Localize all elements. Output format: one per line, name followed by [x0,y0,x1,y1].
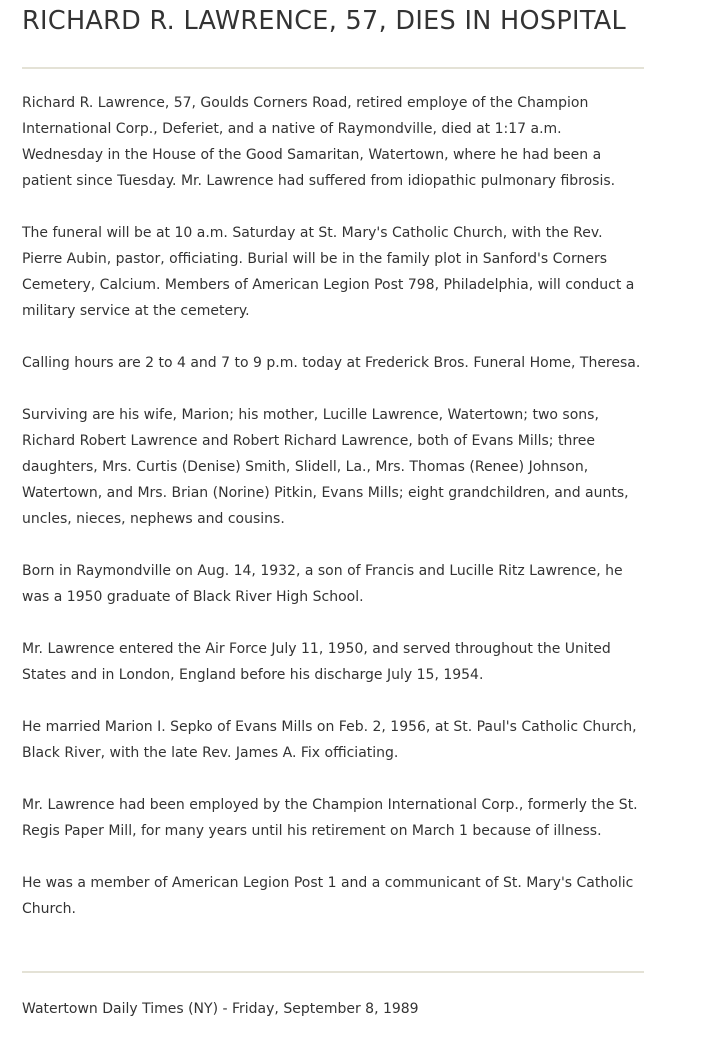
article-paragraph: He married Marion I. Sepko of Evans Mills on Feb. 2, 1956, at St. Paul's Catholic Church, Black River, with the late Rev. James A. Fix officiating. [22,719,637,761]
article-source: Watertown Daily Times (NY) - Friday, September 8, 1989 [22,1001,419,1017]
bottom-divider [22,971,644,973]
top-divider [22,67,644,69]
article-body [22,90,644,948]
article-paragraph: Born in Raymondville on Aug. 14, 1932, a son of Francis and Lucille Ritz Lawrence, he was a 1950 graduate of Black River High School. [22,563,623,605]
article-paragraph: He was a member of American Legion Post 1 and a communicant of St. Mary's Catholic Church. [22,875,634,917]
article-headline: RICHARD R. LAWRENCE, 57, DIES IN HOSPITAL [22,6,627,36]
article-paragraph: Richard R. Lawrence, 57, Goulds Corners Road, retired employe of the Champion International Corp., Deferiet, and a native of Raymondville, died at 1:17 a.m. Wednesday in the House of the Good Samaritan, Watertown, where he had been a patient since Tuesday. Mr. Lawrence had suffered from idiopathic pulmonary fibrosis. [22,95,616,189]
article-paragraph: Surviving are his wife, Marion; his mother, Lucille Lawrence, Watertown; two sons, Richard Robert Lawrence and Robert Richard Lawrence, both of Evans Mills; three daughters, Mrs. Curtis (Denise) Smith, Slidell, La., Mrs. Thomas (Renee) Johnson, Watertown, and Mrs. Brian (Norine) Pitkin, Evans Mills; eight grandchildren, and aunts, uncles, nieces, nephews and cousins. [22,407,629,527]
article-paragraph: Mr. Lawrence had been employed by the Champion International Corp., formerly the St. Regis Paper Mill, for many years until his retirement on March 1 because of illness. [22,797,638,839]
article-paragraph: Mr. Lawrence entered the Air Force July 11, 1950, and served throughout the United States and in London, England before his discharge July 15, 1954. [22,641,611,683]
article-paragraph: Calling hours are 2 to 4 and 7 to 9 p.m. today at Frederick Bros. Funeral Home, Theresa. [22,355,641,371]
article-paragraph: The funeral will be at 10 a.m. Saturday at St. Mary's Catholic Church, with the Rev. Pierre Aubin, pastor, officiating. Burial will be in the family plot in Sanford's Corners Cemetery, Calcium. Members of American Legion Post 798, Philadelphia, will conduct a military service at the cemetery. [22,225,635,319]
